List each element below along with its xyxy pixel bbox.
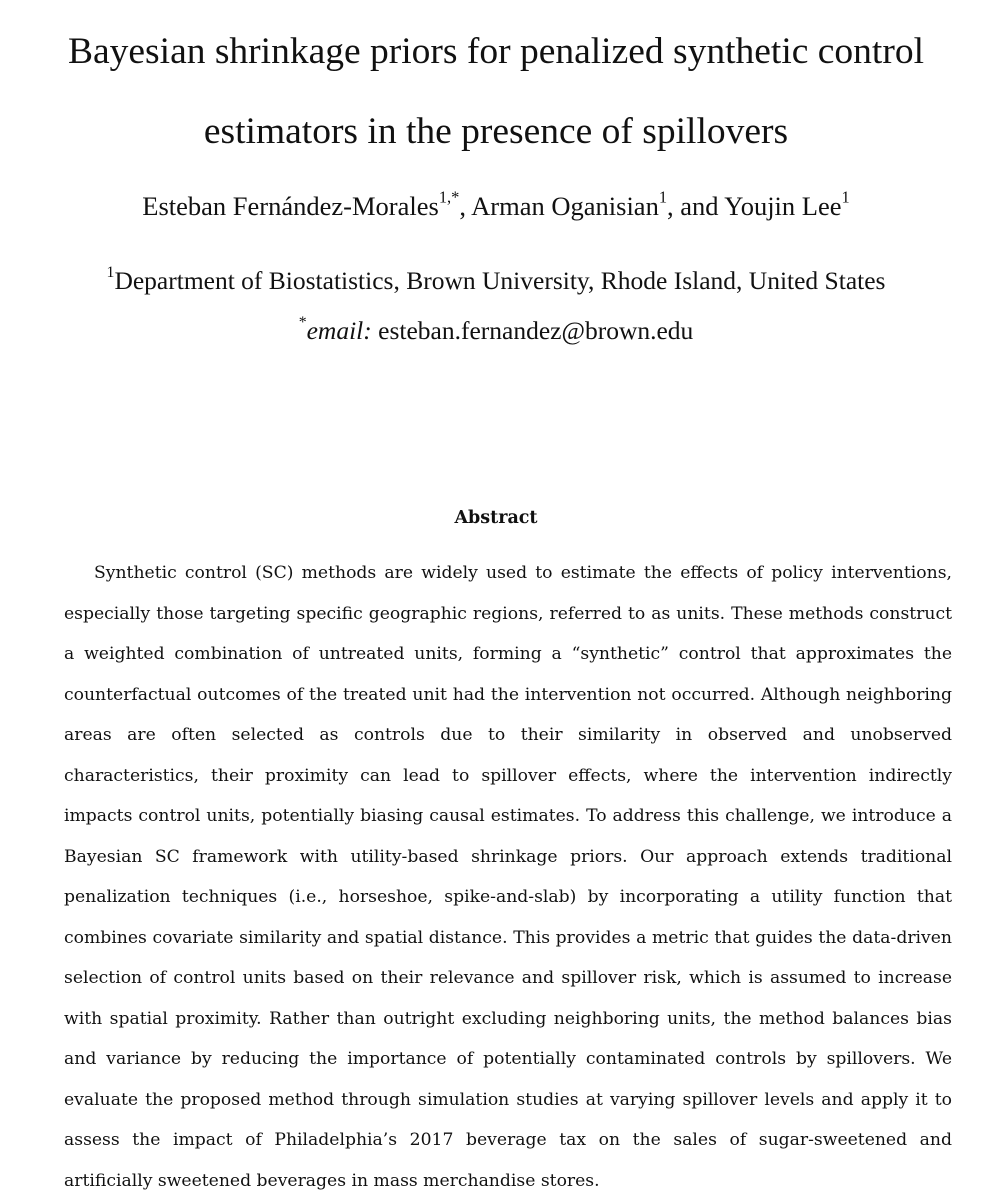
abstract-heading: Abstract bbox=[454, 508, 538, 528]
author-separator: , bbox=[459, 191, 472, 221]
author-name: Arman Oganisian bbox=[471, 191, 659, 221]
paper-title: Bayesian shrinkage priors for penalized synthetic control estimators in the presence of spillovers bbox=[68, 31, 924, 152]
author-marks: 1 bbox=[658, 187, 668, 207]
author-marks: 1 bbox=[841, 187, 850, 207]
email-address: esteban.fernandez@brown.edu bbox=[378, 316, 694, 345]
affiliation bbox=[0, 263, 992, 299]
abstract-text: Synthetic control (SC) methods are widely used to estimate the effects of policy interventions, especially those targeting specific geographic regions, referred to as units. These methods construct a weighted combination of untreated units, forming a “synthetic” control that approximates the counterfactual outcomes of the treated unit had the intervention not occurred. Although neighboring areas are often selected as controls due to their similarity in observed and unobserved characteristics, their proximity can lead to spillover effects, where the intervention indirectly impacts control units, potentially biasing causal estimates. To address this challenge, we introduce a Bayesian SC framework with utility-based shrinkage priors. Our approach extends traditional penalization techniques (i.e., horseshoe, spike-and-slab) by incorporating a utility function that combines covariate similarity and spatial distance. This provides a metric that guides the data-driven selection of control units based on their relevance and spillover risk, which is assumed to increase with spatial proximity. Rather than outright excluding neighboring units, the method balances bias and variance by reducing the importance of potentially contaminated controls by spillovers. We evaluate the proposed method through simulation studies at varying spillover levels and apply it to assess the impact of Philadelphia’s 2017 beverage tax on the sales of sugar-sweetened and artificially sweetened beverages in mass merchandise stores. bbox=[64, 563, 952, 1191]
author-name: Youjin Lee bbox=[724, 191, 842, 221]
author-name: Esteban Fernández-Morales bbox=[142, 191, 439, 221]
author-separator: , and bbox=[667, 191, 725, 221]
email-mark: * bbox=[298, 314, 307, 332]
author-marks: 1,* bbox=[438, 187, 460, 207]
author-list bbox=[0, 188, 992, 224]
affiliation-mark: 1 bbox=[106, 264, 115, 282]
corresponding-email bbox=[0, 313, 992, 349]
email-label: email: bbox=[306, 316, 372, 345]
affiliation-text: Department of Biostatistics, Brown University, Rhode Island, United States bbox=[114, 266, 886, 295]
